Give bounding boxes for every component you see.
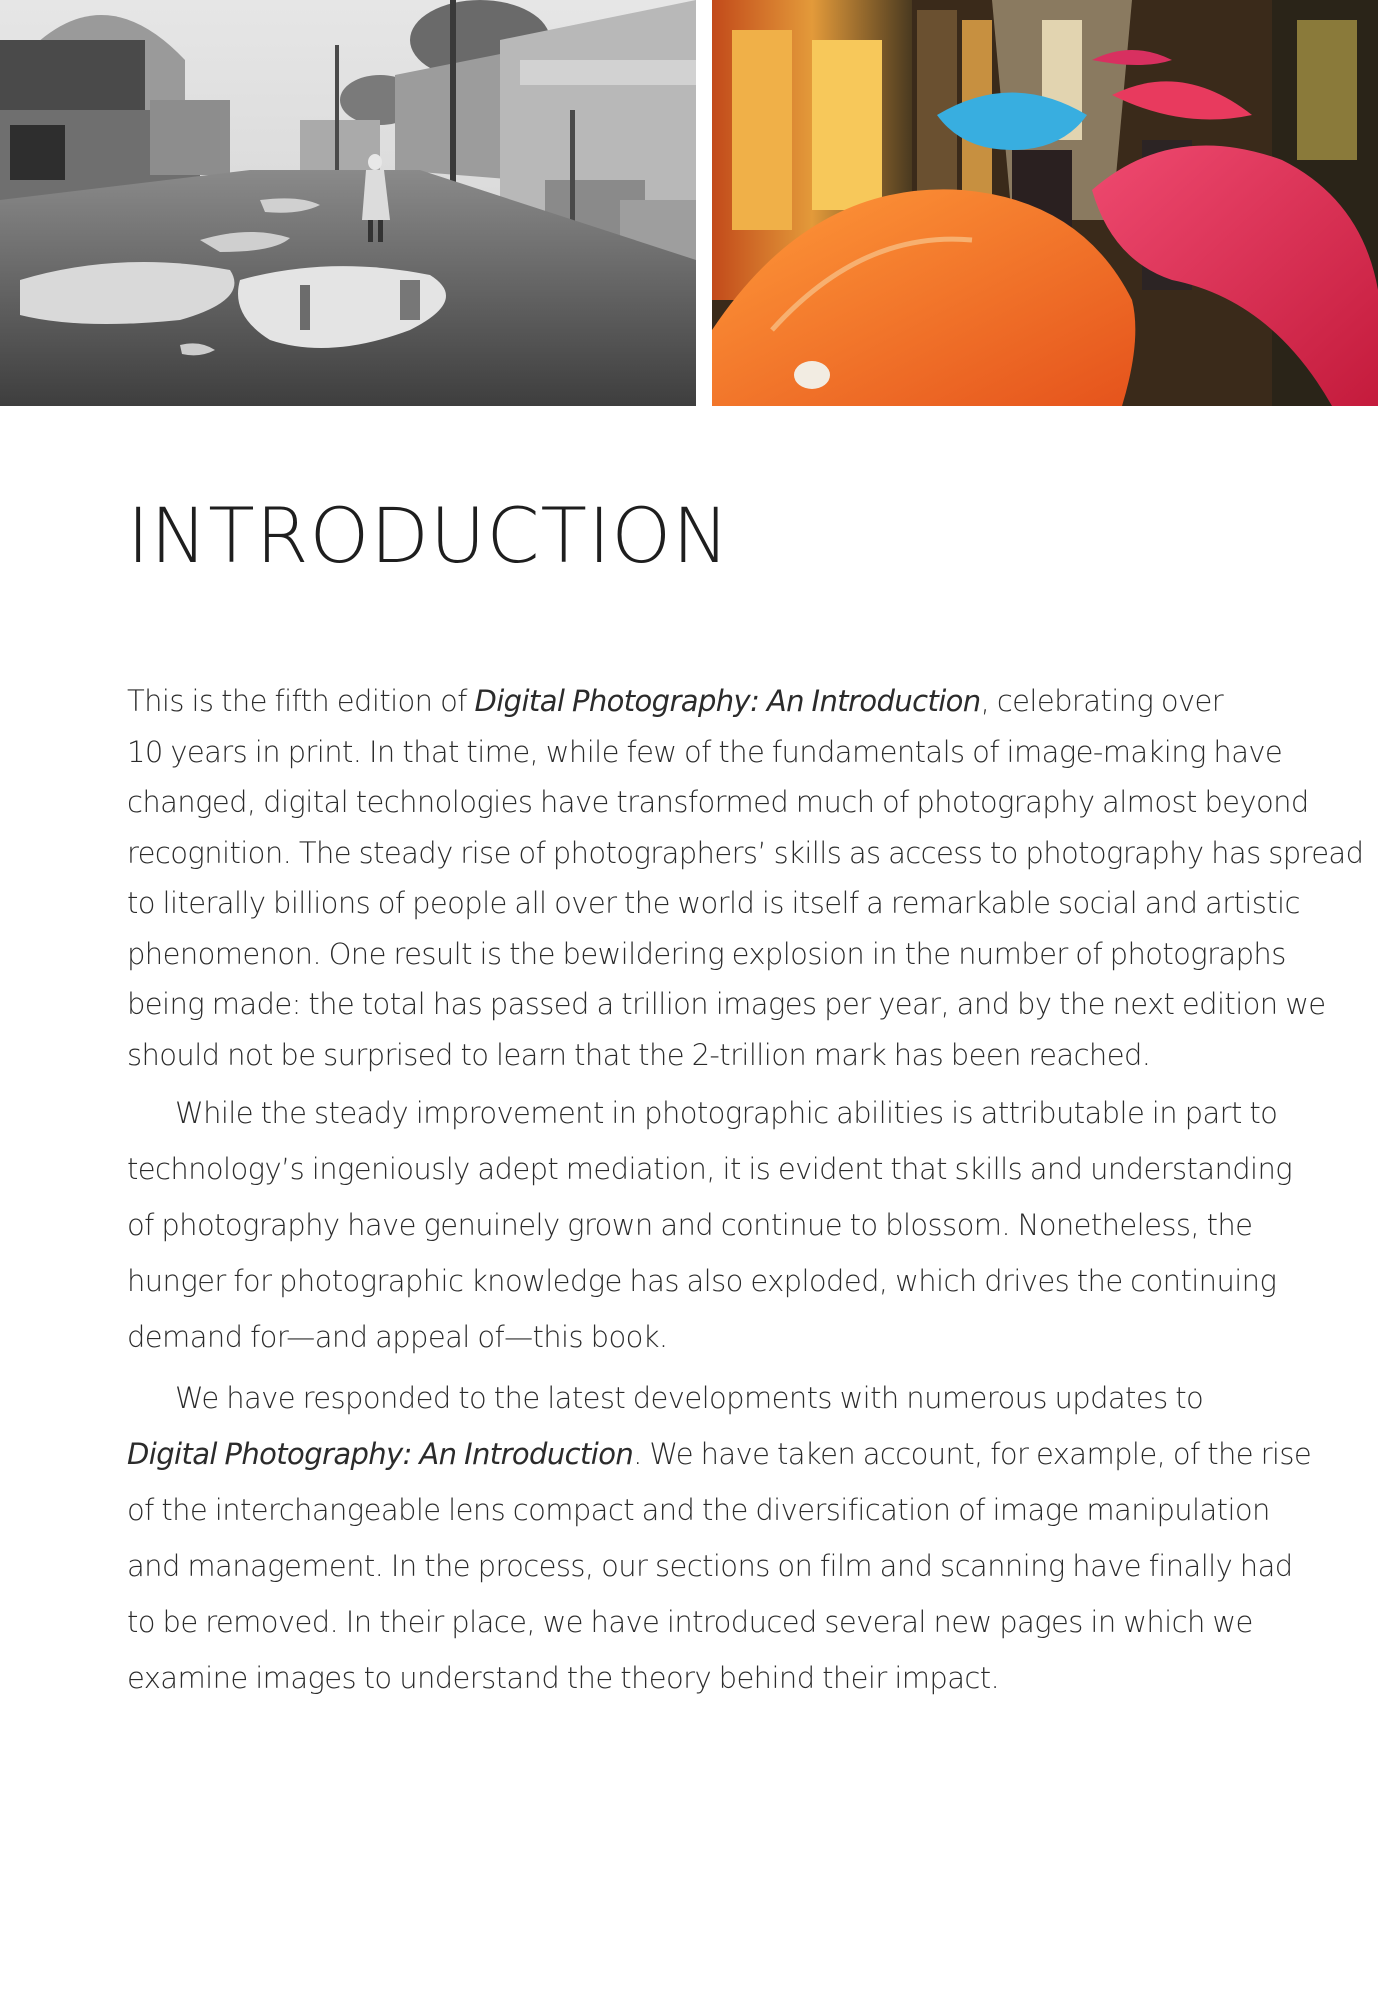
- paragraph-3: [127, 1370, 1312, 1706]
- text-line: hunger for photographic knowledge has also exploded, which drives the continuing: [127, 1264, 1277, 1298]
- book-title: Digital Photography: An Introduction: [474, 684, 981, 718]
- text-line: recognition. The steady rise of photographers’ skills as access to photography has spread: [127, 835, 1364, 870]
- text-line: demand for—and appeal of—this book.: [127, 1320, 668, 1354]
- text-line: being made: the total has passed a trillion images per year, and by the next edition we: [127, 987, 1326, 1021]
- text-line: of photography have genuinely grown and continue to blossom. Nonetheless, the: [127, 1208, 1253, 1242]
- text-line: We have responded to the latest developments with numerous updates to: [175, 1381, 1204, 1415]
- photo-street-puddles: [0, 0, 696, 406]
- text-line: changed, digital technologies have transformed much of photography almost beyond: [127, 785, 1309, 819]
- book-title: Digital Photography: An Introduction: [127, 1437, 634, 1471]
- text-line: should not be surprised to learn that the 2-trillion mark has been reached.: [127, 1037, 1151, 1072]
- text-line: While the steady improvement in photographic abilities is attributable in part to: [175, 1096, 1278, 1130]
- text-line: This is the fifth edition of Digital Photography: An Introduction, celebrating over: [127, 684, 1224, 718]
- photo-red-umbrellas: [712, 0, 1378, 406]
- text-line: 10 years in print. In that time, while few of the fundamentals of image-making have: [127, 734, 1283, 769]
- text-line: to literally billions of people all over the world is itself a remarkable social and artistic: [127, 886, 1300, 920]
- paragraph-1: [127, 676, 1364, 1080]
- text-line: examine images to understand the theory behind their impact.: [127, 1661, 1000, 1695]
- text-line: technology’s ingeniously adept mediation, it is evident that skills and understanding: [127, 1152, 1293, 1186]
- text-line: to be removed. In their place, we have introduced several new pages in which we: [127, 1605, 1253, 1639]
- text-line: and management. In the process, our sections on film and scanning have finally had: [127, 1549, 1293, 1583]
- body-text: [127, 676, 1364, 1706]
- page-title: INTRODUCTION: [127, 491, 731, 580]
- text-line: phenomenon. One result is the bewildering explosion in the number of photographs: [127, 936, 1286, 971]
- text-line: Digital Photography: An Introduction. We have taken account, for example, of the rise: [127, 1437, 1312, 1471]
- text-line: of the interchangeable lens compact and the diversification of image manipulation: [127, 1493, 1270, 1527]
- paragraph-2: [127, 1085, 1293, 1365]
